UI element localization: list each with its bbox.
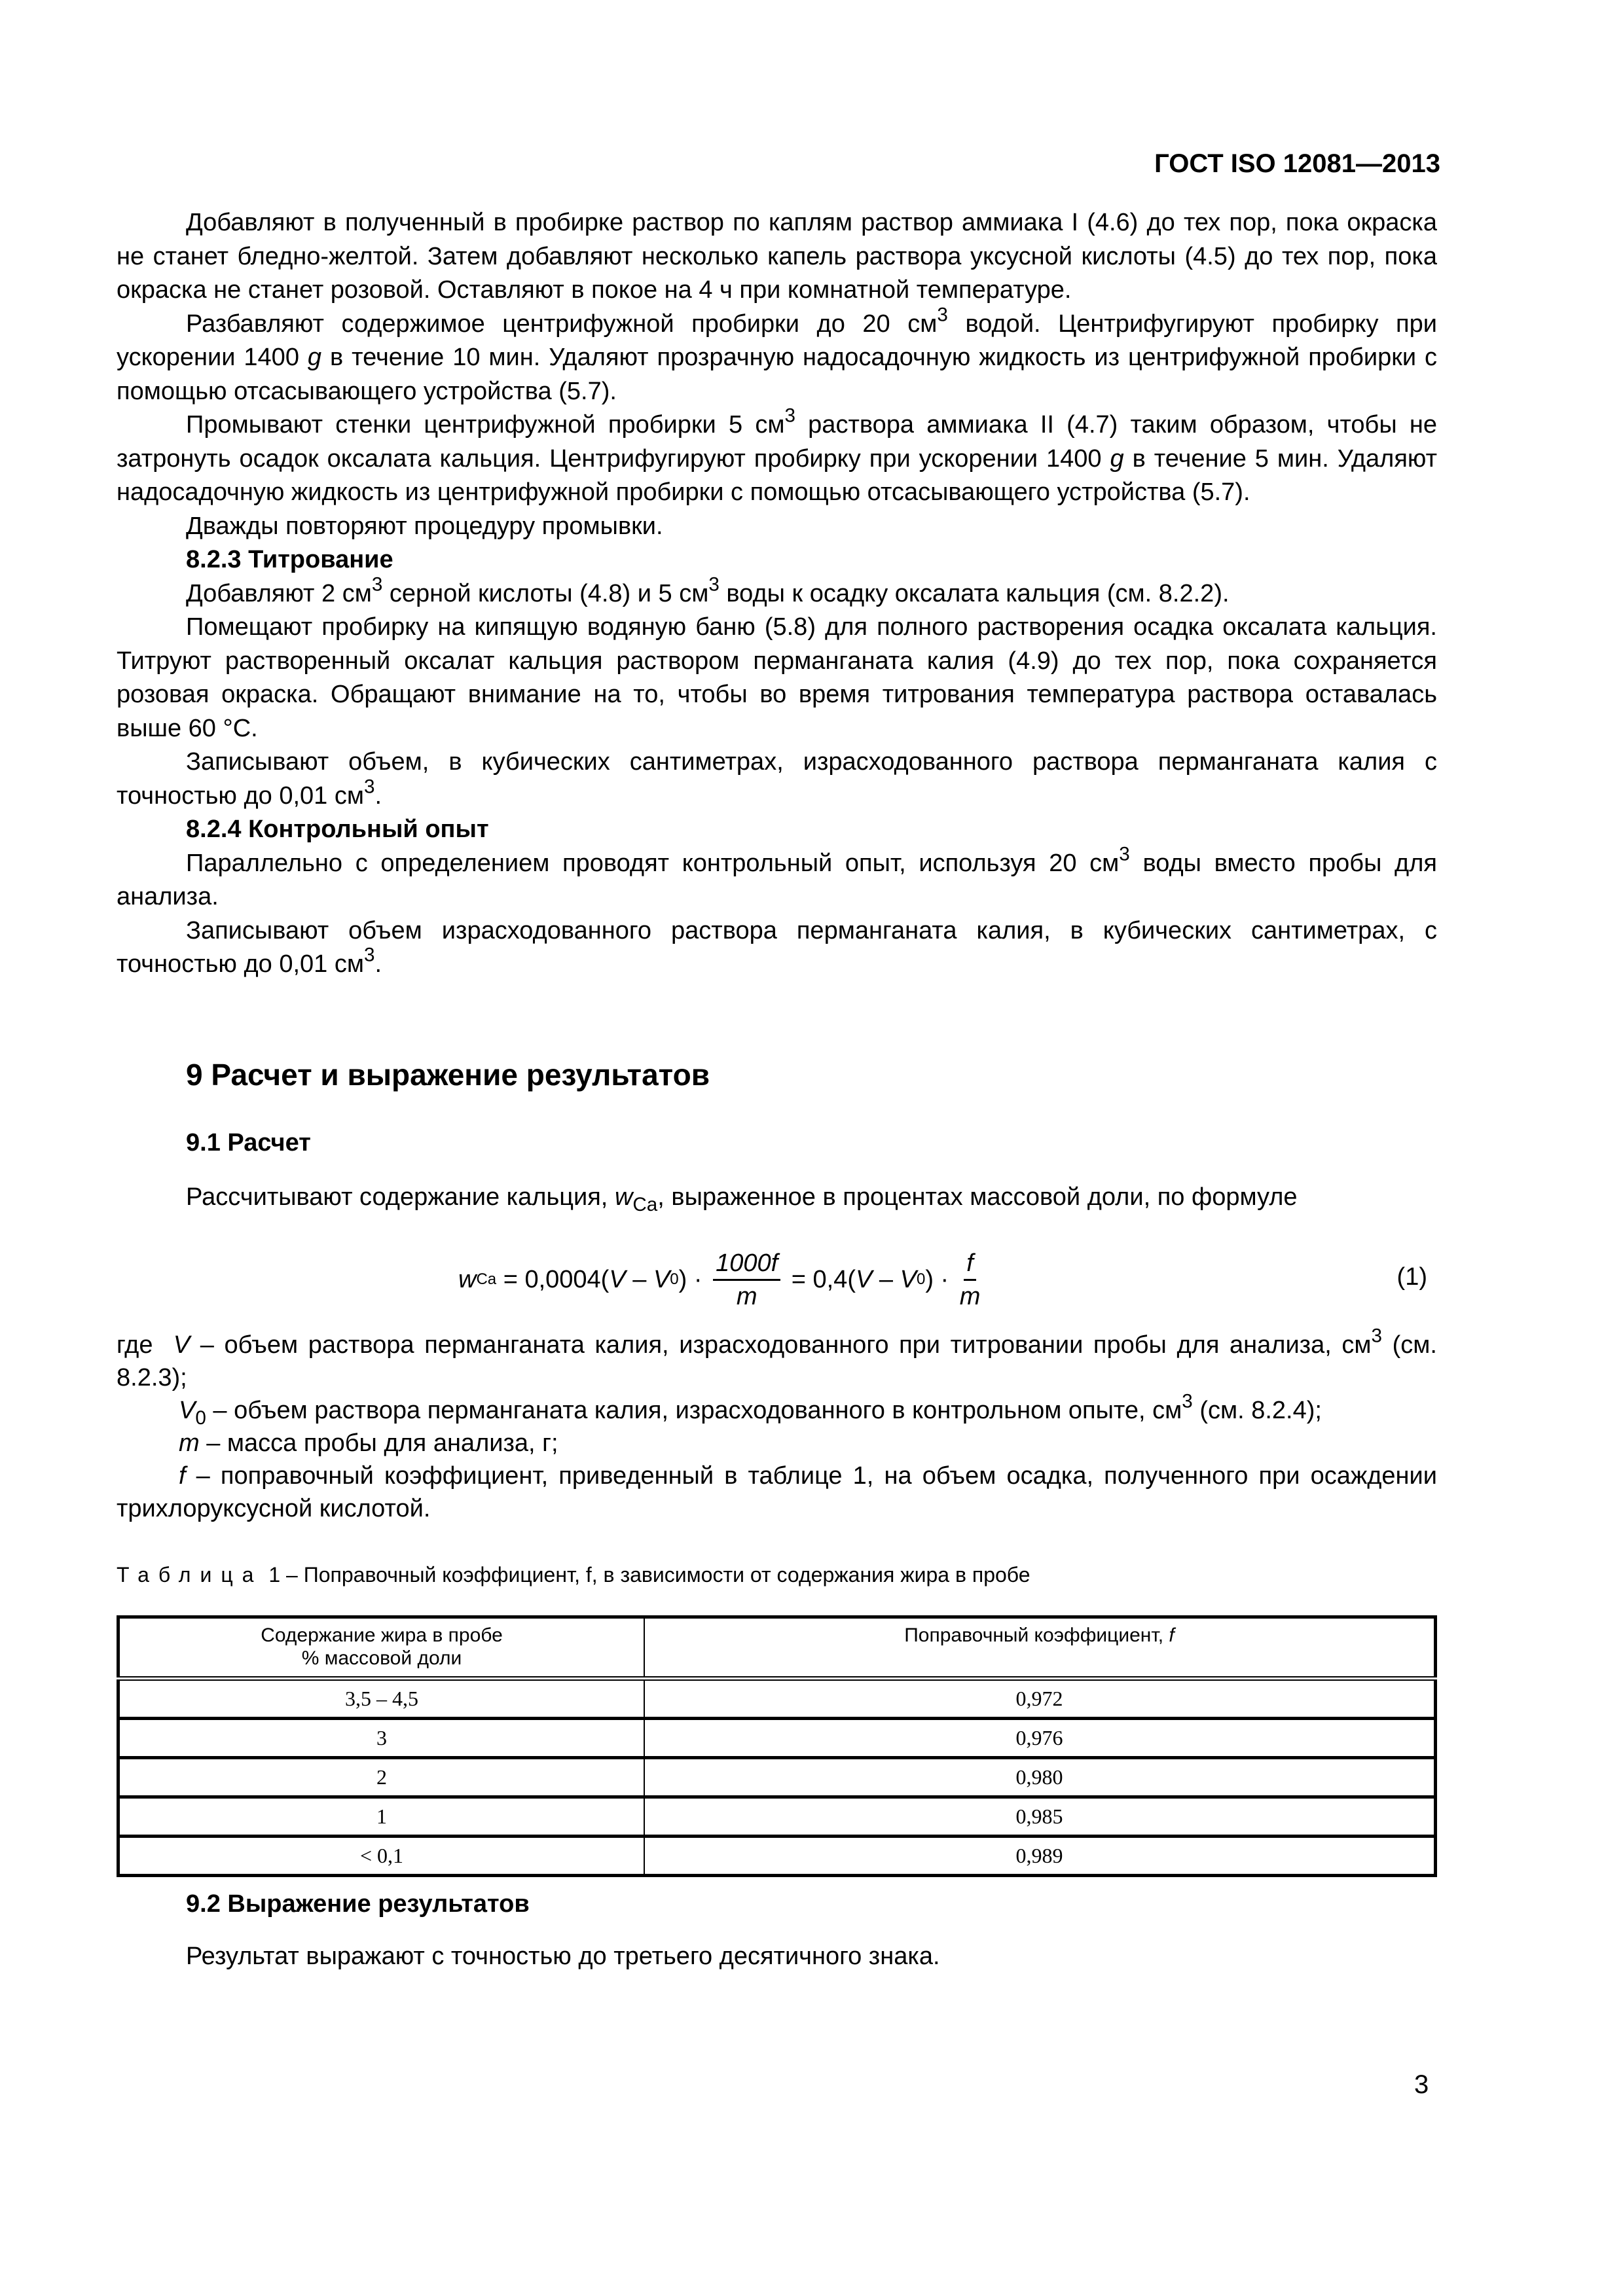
formula-intro: Рассчитывают содержание кальция, $w_{Ca}$, выраженное в процентах массовой доли, по формуле [186,1183,1298,1215]
section-8-body [117,206,1437,982]
heading-8-2-4: 8.2.4 Контрольный опыт [186,816,489,843]
paragraph-add-acid: Добавляют 2 $см^3$ серной кислоты (4.8) и 5 $см^3$ воды к осадку оксалата кальция (см. 8.2.2). [186,573,1230,607]
column-header-fat-content: Содержание жира в пробе % массовой доли [119,1617,645,1679]
paragraph-ammonia: Добавляют в полученный в пробирке раствор по каплям раствор аммиака I (4.6) до тех пор, пока окраска не станет бледно-желтой. Затем добавляют несколько капель раствора уксусной кислоты (4.5) до тех пор, пока окраска не станет розовой. Оставляют в покое на 4 ч при комнатной температуре. [117,209,1437,304]
formula-variables [117,1325,1437,1525]
heading-8-2-3: 8.2.3 Титрование [186,546,393,573]
paragraph-repeat: Дважды повторяют процедуру промывки. [186,512,663,540]
paragraph-blank-test: Параллельно с определением проводят контрольный опыт, используя 20 $см^3$ воды вместо пробы для анализа. [117,843,1437,910]
section-9-1-title: 9.1 Расчет [186,1129,311,1157]
table-row: 3,5 – 4,5 0,972 [119,1679,1436,1719]
variable-f: f – поправочный коэффициент, приведенный в таблице 1, на объем осадка, полученного при осаждении трихлоруксусной кислотой. [117,1462,1437,1522]
fraction-1000f-over-m: $\frac{1000f}{m}$ [713,1247,780,1312]
correction-factor-table [117,1615,1437,1877]
table-row: < 0,1 0,989 [119,1837,1436,1876]
variable-v0: $V_0$ – объем раствора перманганата калия, израсходованного в контрольном опыте, $см^3$ (см. 8.2.4); [179,1390,1322,1429]
variable-m: m – масса пробы для анализа, г; [179,1429,558,1457]
equation-number: (1) [1396,1263,1427,1291]
table-header-row [119,1617,1436,1679]
section-9-2-title: 9.2 Выражение результатов [186,1890,530,1918]
paragraph-record-blank: Записывают объем израсходованного раствора перманганата калия, в кубических сантиметрах, с точностью до 0,01 $см^3$. [117,916,1437,978]
section-9-title: 9 Расчет и выражение результатов [186,1058,710,1092]
table-caption: Таблица 1 – Поправочный коэффициент, f, в зависимости от содержания жира в пробе [117,1563,1030,1587]
column-header-correction-factor: Поправочный коэффициент, f [644,1617,1436,1679]
standard-id-header: ГОСТ ISO 12081—2013 [1154,149,1440,178]
paragraph-wash: Промывают стенки центрифужной пробирки 5 $см^3$ раствора аммиака II (4.7) таким образом, чтобы не затронуть осадок оксалата кальция. Центрифугируют пробирку при ускорении 1400 g в течение 5 мин. Удаляют надосадочную жидкость из центрифужной пробирки с помощью отсасывающего устройства (5.7). [117,404,1438,506]
paragraph-dilute: Разбавляют содержимое центрифужной пробирки до 20 $см^3$ водой. Центрифугируют пробирку при ускорении 1400 g в течение 10 мин. Удаляют прозрачную надосадочную жидкость из центрифужной пробирки с помощью отсасывающего устройства (5.7). [117,304,1437,405]
table-row: 3 0,976 [119,1719,1436,1758]
formula-calcium [458,1244,1427,1316]
paragraph-record-volume: Записывают объем, в кубических сантиметрах, израсходованного раствора перманганата калия с точностью до 0,01 $см^3$. [117,748,1437,810]
result-precision-text: Результат выражают с точностью до третьего десятичного знака. [186,1943,940,1970]
variable-v: где V – объем раствора перманганата калия, израсходованного при титровании пробы для анализа, $см^3$ (см. 8.2.3); [117,1325,1437,1391]
table-row: 2 0,980 [119,1758,1436,1797]
table-row: 1 0,985 [119,1797,1436,1837]
fraction-f-over-m: $\frac{f}{m}$ [960,1247,981,1312]
paragraph-titrate: Помещают пробирку на кипящую водяную баню (5.8) для полного растворения осадка оксалата кальция. Титруют растворенный оксалат кальция раствором перманганата калия (4.9) до тех пор, пока сохраняется розовая окраска. Обращают внимание на то, чтобы во время титрования температура раствора оставалась выше 60 °С. [117,613,1437,742]
formula-expression: w Ca = 0,0004( V – V 0 ) · $\frac{1000f}{m}$ = 0,4( V – V 0 ) · $\frac{f}{m}$ [458,1244,984,1316]
page-number: 3 [1414,2070,1429,2099]
